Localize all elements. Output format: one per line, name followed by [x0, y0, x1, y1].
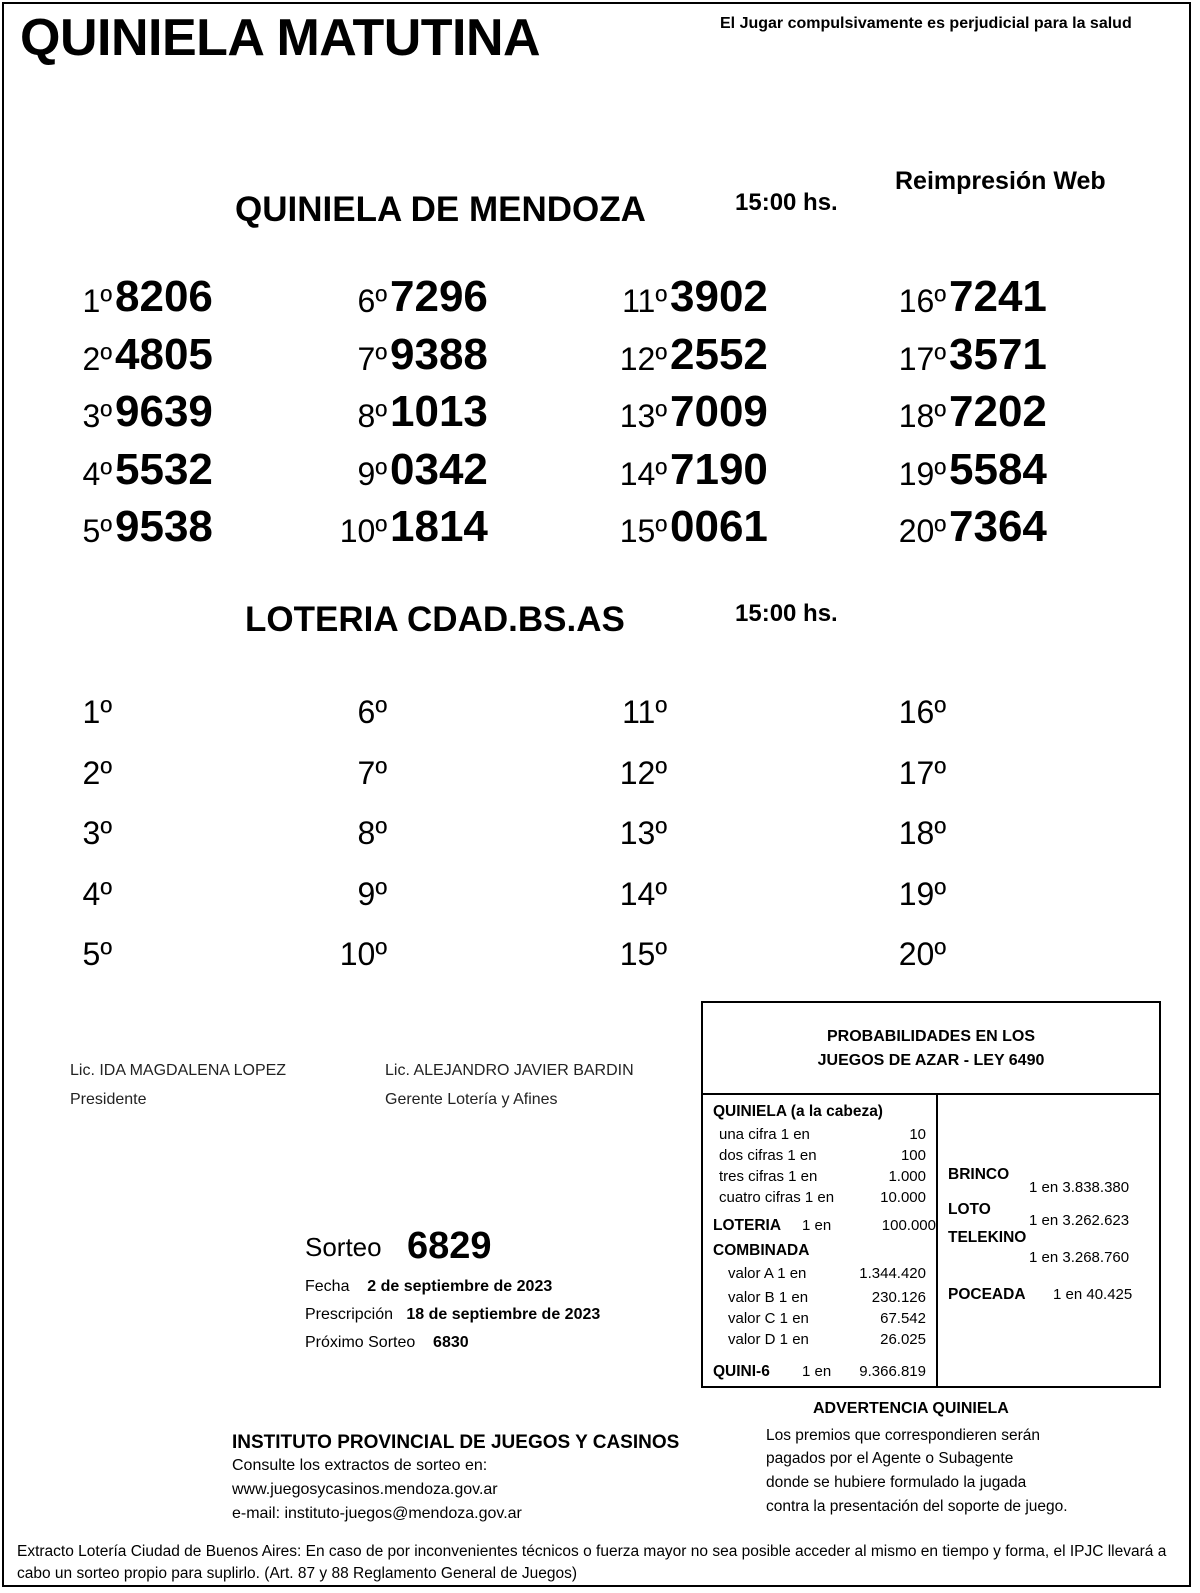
combinada-prob-value: 26.025	[880, 1331, 926, 1348]
institute-consult-line: Consulte los extractos de sorteo en:	[232, 1457, 488, 1474]
mendoza-result-position: 1º	[82, 283, 112, 319]
quiniela-prob-label: una cifra 1 en	[719, 1126, 810, 1143]
mendoza-section-time: 15:00 hs.	[735, 189, 838, 216]
mendoza-result-number: 0061	[670, 502, 768, 551]
combinada-prob-label: valor A 1 en	[728, 1265, 807, 1282]
loteria-result-position: 13º	[619, 815, 667, 851]
combinada-prob-label: valor C 1 en	[728, 1310, 809, 1327]
prescripcion-label: Prescripción	[305, 1306, 394, 1323]
mendoza-result-position: 15º	[619, 513, 667, 549]
mendoza-result-position: 7º	[357, 340, 387, 377]
quiniela-prob-label: tres cifras 1 en	[719, 1168, 818, 1185]
mendoza-result-cell	[0, 330, 220, 380]
loteria-result-cell	[834, 744, 1054, 794]
mendoza-result-number: 5532	[115, 444, 213, 494]
mendoza-result-number: 7009	[670, 387, 768, 436]
mendoza-result-position: 4º	[82, 455, 112, 492]
prescripcion-row	[305, 1306, 600, 1324]
probabilities-header	[703, 1003, 1159, 1095]
mendoza-result-position: 10º	[339, 513, 387, 549]
institute-title: INSTITUTO PROVINCIAL DE JUEGOS Y CASINOS	[232, 1432, 680, 1453]
manager-role: Gerente Lotería y Afines	[385, 1091, 558, 1108]
loteria-result-position: 1º	[82, 694, 112, 730]
prescripcion-value: 18 de septiembre de 2023	[406, 1306, 601, 1323]
loteria-result-position: 5º	[82, 936, 112, 972]
mendoza-result-number: 7202	[949, 387, 1047, 436]
mendoza-result-number: 7364	[949, 502, 1047, 551]
loteria-result-position: 11º	[622, 694, 667, 730]
mendoza-result-number: 9639	[115, 387, 213, 436]
loteria-result-position: 20º	[898, 936, 946, 972]
institute-website-link[interactable]: www.juegosycasinos.mendoza.gov.ar	[232, 1481, 498, 1498]
mendoza-result-number: 5584	[949, 444, 1047, 494]
mendoza-result-cell	[834, 272, 1054, 322]
mendoza-result-position: 18º	[898, 398, 946, 434]
mendoza-result-number: 1013	[390, 387, 488, 436]
loteria-result-position: 19º	[898, 875, 946, 912]
loteria-result-position: 6º	[357, 694, 387, 730]
mendoza-result-cell	[275, 502, 495, 552]
loteria-result-cell	[834, 925, 1054, 975]
loteria-result-cell	[0, 804, 220, 854]
loteria-result-position: 8º	[357, 815, 387, 851]
advertencia-line: contra la presentación del soporte de juego.	[766, 1498, 1068, 1515]
loteria-result-cell	[275, 925, 495, 975]
president-role: Presidente	[70, 1091, 147, 1108]
probabilities-box	[701, 1001, 1161, 1388]
loteria-prob-en: 1 en	[802, 1217, 832, 1234]
loteria-result-cell	[275, 865, 495, 915]
quiniela-prob-label: cuatro cifras 1 en	[719, 1189, 835, 1206]
mendoza-result-position: 5º	[82, 513, 112, 549]
proximo-value: 6830	[433, 1334, 469, 1351]
quiniela-prob-label: dos cifras 1 en	[719, 1147, 817, 1164]
brinco-prob-value: 1 en 3.838.380	[1029, 1179, 1130, 1196]
loteria-result-position: 15º	[619, 936, 667, 972]
mendoza-result-cell	[555, 445, 775, 495]
mendoza-result-position: 11º	[622, 283, 667, 319]
loto-prob-label: LOTO	[948, 1201, 991, 1218]
mendoza-result-number: 7241	[949, 272, 1047, 321]
mendoza-result-cell	[555, 330, 775, 380]
probabilities-left-column	[703, 1095, 938, 1388]
reprint-label: Reimpresión Web	[895, 167, 1106, 195]
advertencia-line: pagados por el Agente o Subagente	[766, 1450, 1014, 1467]
loto-prob-value: 1 en 3.262.623	[1029, 1212, 1130, 1229]
mendoza-result-cell	[275, 445, 495, 495]
loteria-result-cell	[834, 683, 1054, 733]
mendoza-result-cell	[0, 272, 220, 322]
mendoza-result-number: 4805	[115, 329, 213, 379]
mendoza-result-position: 20º	[898, 513, 946, 549]
loteria-result-cell	[834, 865, 1054, 915]
mendoza-result-cell	[275, 387, 495, 437]
mendoza-result-position: 17º	[898, 340, 946, 377]
loteria-result-position: 17º	[898, 754, 946, 791]
fecha-label: Fecha	[305, 1278, 350, 1295]
mendoza-result-cell	[0, 502, 220, 552]
loteria-result-position: 7º	[357, 754, 387, 791]
mendoza-result-cell	[834, 445, 1054, 495]
advertencia-line: donde se hubiere formulado la jugada	[766, 1474, 1027, 1491]
combinada-prob-value: 1.344.420	[859, 1265, 926, 1282]
loteria-result-cell	[555, 683, 775, 733]
mendoza-result-position: 3º	[82, 398, 112, 434]
mendoza-result-number: 0342	[390, 444, 488, 494]
mendoza-result-position: 16º	[898, 283, 946, 319]
poceada-prob-value: 1 en 40.425	[1053, 1286, 1133, 1303]
quiniela-prob-value: 10	[909, 1126, 926, 1143]
combinada-prob-value: 230.126	[871, 1289, 926, 1306]
gambling-warning: El Jugar compulsivamente es perjudicial para la salud	[720, 15, 1132, 32]
probabilities-title-line2: JUEGOS DE AZAR - LEY 6490	[817, 1052, 1045, 1069]
mendoza-result-cell	[0, 445, 220, 495]
poceada-prob-label: POCEADA	[948, 1286, 1026, 1303]
loteria-result-cell	[555, 744, 775, 794]
advertencia-line: Los premios que correspondieren serán	[766, 1427, 1040, 1444]
mendoza-result-position: 13º	[619, 398, 667, 434]
quiniela-prob-value: 100	[900, 1147, 926, 1164]
loteria-result-position: 18º	[898, 815, 946, 851]
loteria-result-position: 4º	[82, 875, 112, 912]
mendoza-result-number: 7190	[670, 444, 768, 494]
mendoza-result-number: 7296	[390, 272, 488, 321]
loteria-section-title: LOTERIA CDAD.BS.AS	[245, 600, 625, 639]
loteria-result-cell	[275, 804, 495, 854]
loteria-result-cell	[555, 865, 775, 915]
loteria-result-cell	[555, 925, 775, 975]
loteria-result-position: 10º	[339, 936, 387, 972]
mendoza-result-position: 2º	[82, 340, 112, 377]
loteria-result-cell	[0, 925, 220, 975]
mendoza-result-position: 12º	[619, 340, 667, 377]
mendoza-section-title: QUINIELA DE MENDOZA	[235, 190, 646, 229]
institute-email-link[interactable]: e-mail: instituto-juegos@mendoza.gov.ar	[232, 1505, 522, 1522]
combinada-prob-title: COMBINADA	[713, 1242, 810, 1259]
quiniela-prob-value: 10.000	[880, 1189, 926, 1206]
loteria-prob-value: 100.000	[881, 1217, 936, 1234]
mendoza-result-number: 3902	[670, 272, 768, 321]
quini6-prob-en: 1 en	[802, 1363, 832, 1380]
mendoza-result-cell	[555, 502, 775, 552]
fecha-value: 2 de septiembre de 2023	[367, 1278, 553, 1295]
loteria-result-position: 12º	[619, 754, 667, 791]
proximo-label: Próximo Sorteo	[305, 1334, 416, 1351]
proximo-row	[305, 1334, 469, 1352]
loteria-result-cell	[275, 683, 495, 733]
loteria-result-position: 2º	[82, 754, 112, 791]
quiniela-prob-title: QUINIELA (a la cabeza)	[713, 1103, 883, 1120]
quini6-prob-value: 9.366.819	[859, 1363, 926, 1380]
combinada-prob-value: 67.542	[880, 1310, 926, 1327]
telekino-prob-value: 1 en 3.268.760	[1029, 1249, 1130, 1266]
fecha-row	[305, 1278, 552, 1296]
page-title: QUINIELA MATUTINA	[20, 9, 541, 67]
loteria-prob-label: LOTERIA	[713, 1217, 782, 1234]
brinco-prob-label: BRINCO	[948, 1166, 1010, 1183]
footer-note: Extracto Lotería Ciudad de Buenos Aires: En caso de por inconvenientes técnicos o fuerza mayor no sea posible acceder al mismo en tiempo y forma, el IPJC llevará a cabo un sorteo propio para suplirlo. (Art. 87 y 88 Reglamento General de Juegos)	[17, 1543, 1167, 1582]
manager-name: Lic. ALEJANDRO JAVIER BARDIN	[385, 1062, 634, 1079]
mendoza-result-cell	[275, 330, 495, 380]
loteria-result-cell	[0, 744, 220, 794]
mendoza-result-position: 6º	[357, 283, 387, 319]
sorteo-label: Sorteo	[305, 1232, 382, 1262]
mendoza-result-position: 9º	[357, 455, 387, 492]
mendoza-result-number: 9538	[115, 502, 213, 551]
president-name: Lic. IDA MAGDALENA LOPEZ	[70, 1062, 287, 1079]
loteria-section-time: 15:00 hs.	[735, 600, 838, 627]
mendoza-result-number: 9388	[390, 329, 488, 379]
sorteo-number: 6829	[407, 1225, 492, 1267]
loteria-result-position: 14º	[619, 875, 667, 912]
loteria-result-cell	[275, 744, 495, 794]
mendoza-result-cell	[275, 272, 495, 322]
mendoza-result-cell	[834, 502, 1054, 552]
combinada-prob-label: valor D 1 en	[728, 1331, 809, 1348]
loteria-result-cell	[0, 683, 220, 733]
loteria-result-cell	[0, 865, 220, 915]
loteria-result-position: 9º	[357, 875, 387, 912]
mendoza-result-cell	[555, 272, 775, 322]
telekino-prob-label: TELEKINO	[948, 1229, 1027, 1246]
loteria-result-cell	[555, 804, 775, 854]
quini6-prob-label: QUINI-6	[713, 1363, 770, 1380]
quiniela-prob-value: 1.000	[888, 1168, 926, 1185]
mendoza-result-cell	[834, 387, 1054, 437]
mendoza-result-cell	[834, 330, 1054, 380]
mendoza-result-number: 1814	[390, 502, 488, 551]
mendoza-result-number: 2552	[670, 329, 768, 379]
mendoza-result-cell	[0, 387, 220, 437]
combinada-prob-label: valor B 1 en	[728, 1289, 809, 1306]
mendoza-result-number: 8206	[115, 272, 213, 321]
mendoza-result-cell	[555, 387, 775, 437]
loteria-result-position: 3º	[82, 815, 112, 851]
mendoza-result-position: 8º	[357, 398, 387, 434]
mendoza-result-number: 3571	[949, 329, 1047, 379]
advertencia-title: ADVERTENCIA QUINIELA	[813, 1400, 1009, 1417]
probabilities-title-line1: PROBABILIDADES EN LOS	[826, 1028, 1035, 1045]
mendoza-result-position: 14º	[619, 455, 667, 492]
loteria-result-cell	[834, 804, 1054, 854]
mendoza-result-position: 19º	[898, 455, 946, 492]
loteria-result-position: 16º	[898, 694, 946, 730]
